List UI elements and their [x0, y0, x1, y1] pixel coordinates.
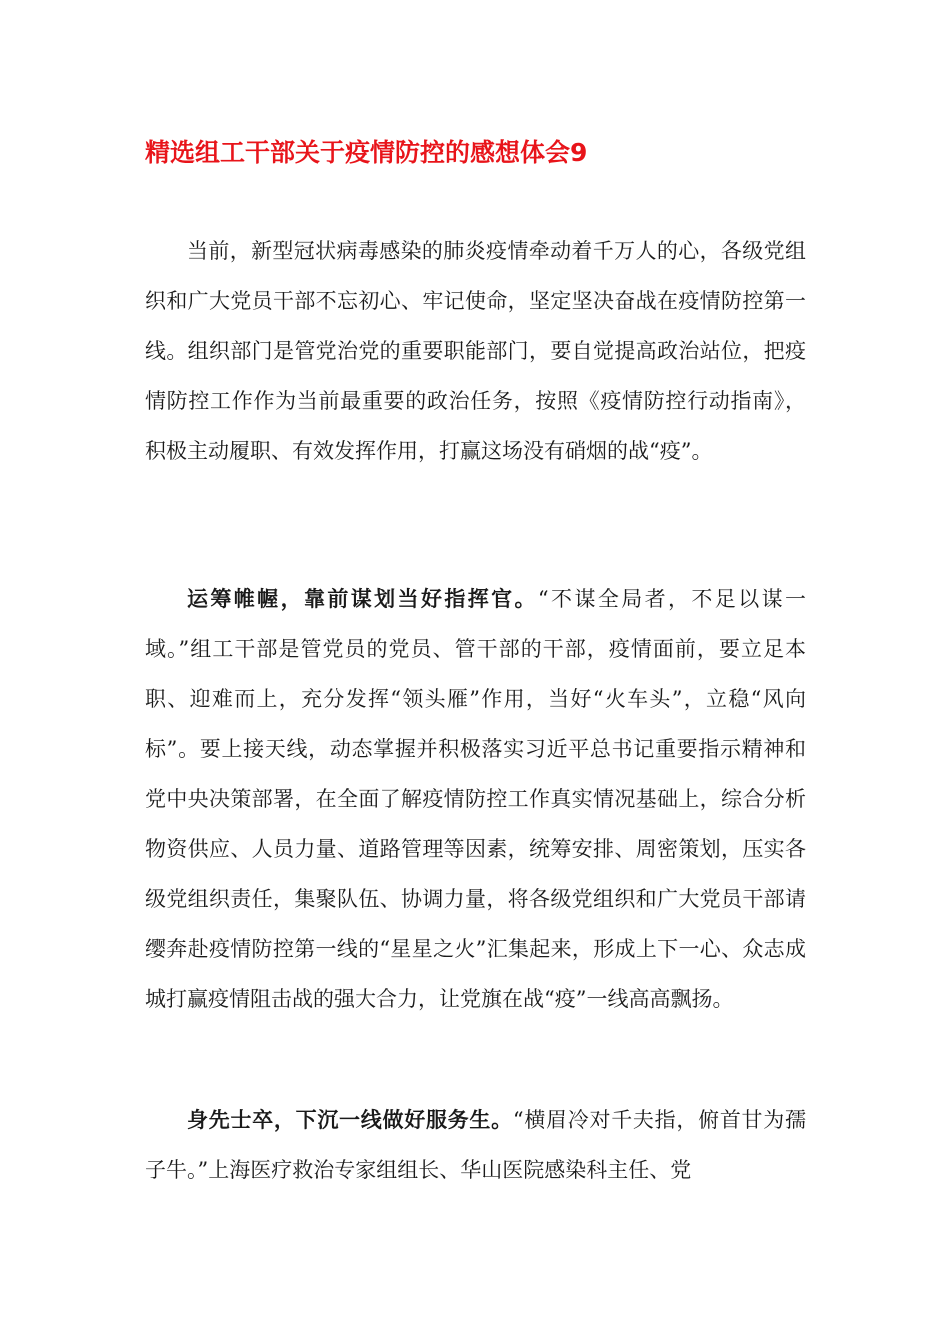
paragraph-2-lead: 运筹帷幄，靠前谋划当好指挥官。 [187, 587, 538, 611]
paragraph-2-text: “不谋全局者，不足以谋一域。”组工干部是管党员的党员、管干部的干部，疫情面前，要立足本职、迎难而上，充分发挥“领头雁”作用，当好“火车头”，立稳“风向标”。要上接天线，动态掌握并积极落实习近平总书记重要指示精神和党中央决策部署，在全面了解疫情防控工作真实情况基础上，综合分析物资供应、人员力量、道路管理等因素，统筹安排、周密策划，压实各级党组织责任，集聚队伍、协调力量，将各级党组织和广大党员干部请缨奔赴疫情防控第一线的“星星之火”汇集起来，形成上下一心、众志成城打赢疫情阻击战的强大合力，让党旗在战“疫”一线高高飘扬。 [145, 587, 806, 1011]
paragraph-3-text: “横眉冷对千夫指，俯首甘为孺子牛。”上海医疗救治专家组组长、华山医院感染科主任、党 [145, 1108, 806, 1182]
paragraph-1-text: 当前，新型冠状病毒感染的肺炎疫情牵动着千万人的心，各级党组织和广大党员干部不忘初心、牢记使命，坚定坚决奋战在疫情防控第一线。组织部门是管党治党的重要职能部门，要自觉提高政治站位，把疫情防控工作作为当前最重要的政治任务，按照《疫情防控行动指南》，积极主动履职、有效发挥作用，打赢这场没有硝烟的战“疫”。 [145, 239, 806, 463]
document-title: 精选组工干部关于疫情防控的感想体会9 [145, 138, 588, 167]
paragraph-3-lead: 身先士卒，下沉一线做好服务生。 [187, 1108, 513, 1132]
paragraph-2 [145, 574, 806, 1024]
paragraph-1 [145, 226, 806, 476]
paragraph-3 [145, 1095, 806, 1195]
